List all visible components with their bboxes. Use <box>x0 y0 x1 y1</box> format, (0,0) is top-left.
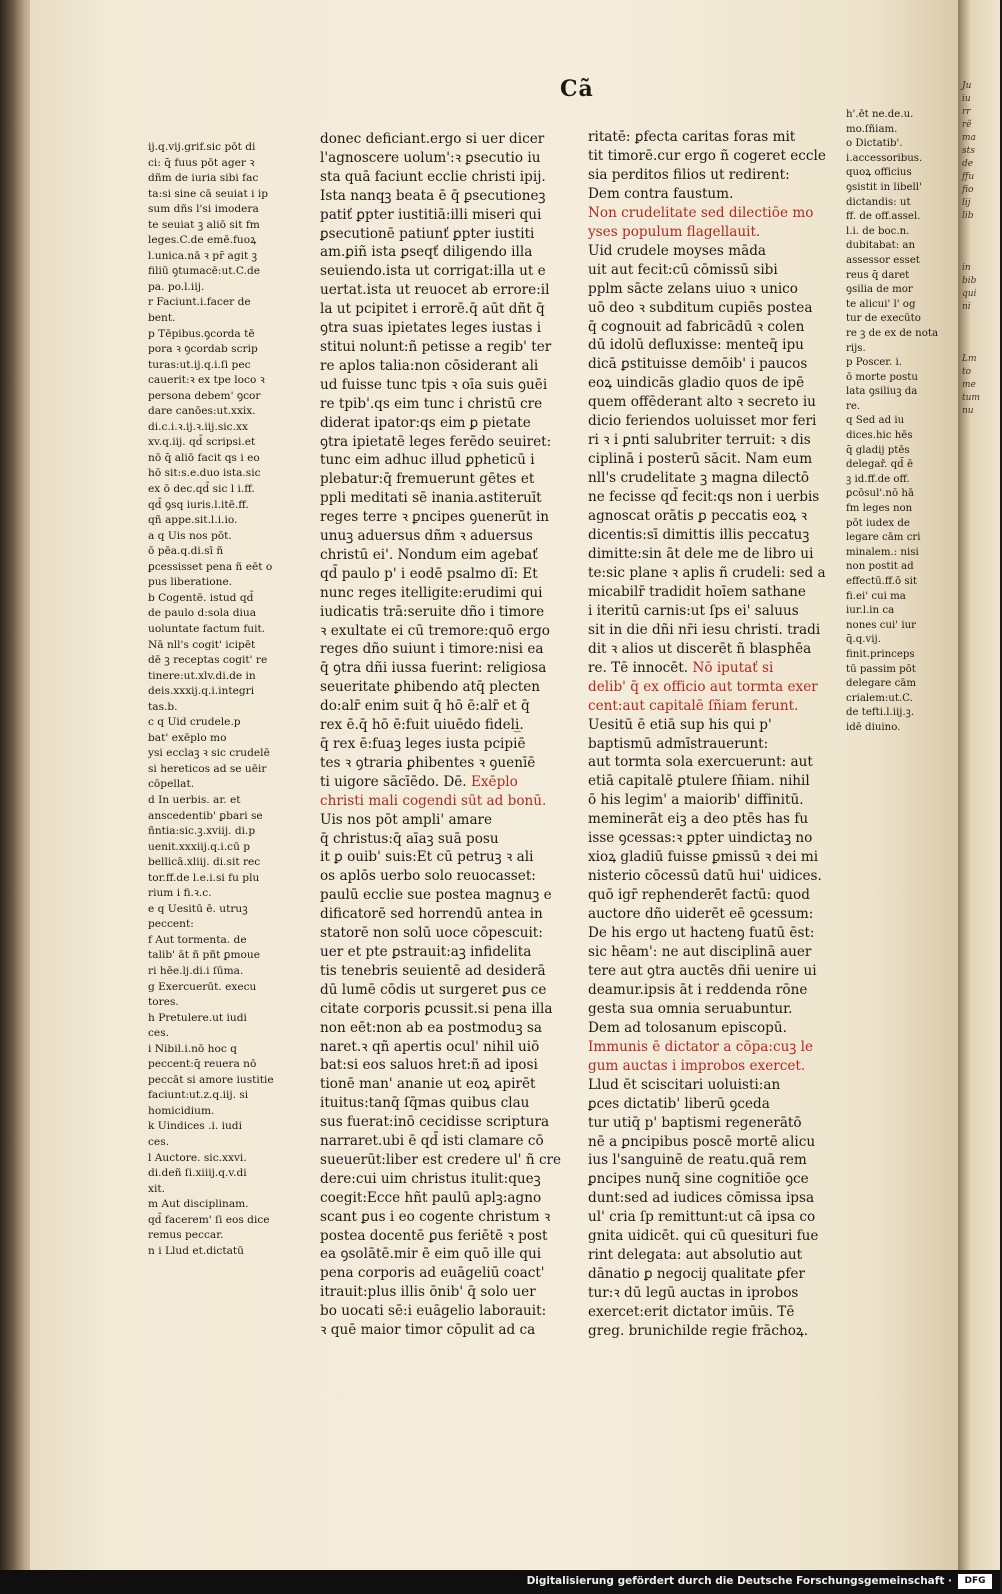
gloss-note: b Cogentē. istud qd̄ de paulo d:sola diua uoluntate factum fuit. Nā nll's cogit' icipēt dē ꝫ receptas cogit' re tinere:ut.xlv.di.de in deis.xxxij.q.i.integri tas.b. <box>148 591 268 713</box>
rubric-heading: Nō iputať si delib' q̄ ex officio aut tormta exer cent:aut capitalē ſñiam ferunt. <box>588 659 818 714</box>
running-head: Cã <box>560 76 594 102</box>
gloss-note: p Tēpibus.ꝯcorda tē pora ꝛ ꝯcordab scrip turas:ut.ij.q.i.ſi pec cauerit:ꝛ ex tpe loco ꝛ persona debem' ꝯcor dare canōes:ut.xxix. di.c.i.ꝛ.ij.ꝛ.iij.sic.xx xv.q.iij. qd̄ scripsi.et nō q̄ aliō facit qs i eo hō sit:s.e.duo ista.sic ex ō dec.qd̄ sic l i.ff. qd̄ ꝯsq iuris.l.itē.ff. qñ appe.sit.l.i.io. <box>148 327 265 527</box>
body-text: Uid crudele moyses māda uit aut fecit:cū cōmissū sibi pplm sācte zelans uiuo ꝛ unico uō deo ꝛ subditum cupiēs postea q̄ cognouit ad fabricādū ꝛ colen dū idolū defluxisse: menteq̄ ipu dicā ꝑstituisse demōib' i paucos eoꝝ uindicās gladio quos de ipē quem offēderant alto ꝛ secreto iu dicio feriendos uoluisset mor feri ri ꝛ i ꝑnti salubriter terruit: ꝛ dis ciplinā i posterū sācit. Nam eum nll's crudelitate ꝫ magna dilectō ne fecisse qd̄ fecit:qs non i uerbis agnoscat orātis ꝑ peccatis eoꝝ ꝛ dicentis:sī dimittis illis peccatuꝫ dimitte:sin āt dele me de libro ui te:sic plane ꝛ aplis ñ crudeli: sed a micabilr̄ tradidit hoīem sathane i iteritū carnis:ut ſps ei' saluus sit in die dñi nr̄i iesu christi. tradi dit ꝛ alios ut discerēt ñ blasphēa re. Tē innocēt. <box>588 242 826 676</box>
funding-credit: Digitalisierung gefördert durch die Deutsche Forschungsgemeinschaft · <box>526 1575 952 1587</box>
gloss-note: a q Uis nos pōt. ō pēa.q.di.sī ñ ꝑcessisset pena ñ eēt o pus liberatione. <box>148 529 273 589</box>
dfg-logo: DFG <box>958 1574 992 1589</box>
gloss-note: k Uindices .i. iudi ces. <box>148 1120 242 1148</box>
next-page-edge-text: Ju iu rr rẽ ma sts de ffu fio lij lib in bib qui ni Lm to me tum nu <box>962 81 980 416</box>
gloss-note: c q Uid crudele.p bat' exēplo mo ysi ecclaꝫ ꝛ sic crudelē si hereticos ad se uēir cōpellat. <box>148 716 270 791</box>
gloss-note: l Auctore. sic.xxvi. di.deñ ſi.xiiij.q.v.di xit. <box>148 1151 247 1195</box>
gloss-note: r Faciunt.i.facer de bent. <box>148 296 251 325</box>
main-text-column-left <box>320 130 570 1339</box>
main-text-column-right <box>588 128 836 1340</box>
rubric-heading: Exēplo christi mali cogendi sūt ad bonū. <box>320 773 547 809</box>
gloss-column-right <box>846 108 950 828</box>
digitization-footer <box>0 1570 1000 1594</box>
gloss-note: m Aut disciplinam. qd̄ facerem' ſi eos dice remus peccar. <box>148 1198 270 1242</box>
next-page-edge <box>958 0 1000 1570</box>
gloss-note: g Exercuerūt. execu tores. <box>148 980 257 1009</box>
body-text: Uesitū ē etiā sup his qui p' baptismū admīstrauerunt: aut tormta sola exercuerunt: aut etiā capitalē ꝑtulere ſñiam. nihil ō his legim' a maiorib' diffinitū. meminerāt eiꝫ a deo ptēs has fu isse ꝯcessas:ꝛ ꝑpter uindictaꝫ no xioꝝ gladiū fuisse ꝑmissū ꝛ dei mi nisterio cōcessū datū hui' uidices. quō igr̄ rephenderēt factū: quod auctore dño uiderēt eē ꝯcessum: De his ergo ut hactenꝯ fuatū ēst: sic hēam': ne aut disciplinā auer tere aut ꝯtra auctēs dñi uenire ui deamur.ipsis āt i reddenda rōne gesta sua omnia seruabuntur. Dem ad tolosanum episcopū. <box>588 716 822 1036</box>
rubric-heading: Immunis ē dictator a cōpa:cuꝫ le gum auctas i improbos exercet. <box>588 1038 814 1074</box>
gloss-note: e q Uesitū ē. utruꝫ peccent: <box>148 902 248 931</box>
gloss-note: h Pretulere.ut iudi ces. <box>148 1011 247 1040</box>
body-text: Llud ēt sciscitari uoluisti:an ꝑces dictatib' liberū ꝯceda tur utiq̄ p' baptismi regenerātō nē a ꝑncipibus poscē mortē alicu ius l'sanguinē de reatu.quā rem ꝑncipes nunq̄ sine cognitiōe ꝯce dunt:sed ad iudices cōmissa ipsa ul' cria ſp remittunt:ut cā ipsa co gnita uidicēt. qui cū quesituri fue rint delegata: aut absolutio aut dānatio ꝑ negocij qualitate ꝑfer tur:ꝛ dū legū auctas in iprobos exercet:erit dictator imūis. Tē greg. brunichilde regie frāchoꝝ. <box>588 1076 819 1340</box>
gloss-note: h'.ēt ne.de.u. mo.ſñiam. <box>846 109 914 135</box>
rubric-heading: Non crudelitate sed dilectiōe mo yses populum flagellauit. <box>588 204 814 240</box>
gloss-note: ij.q.vij.grif.sic pōt di ci: q̄ fuus pōt ager ꝛ dñm de iuria sibi fac ta:si sine cā seuiat i ip sum dñs l'si imodera te seuiat ꝫ aliō sit fm leges.C.de emē.fuoꝝ l.unica.nā ꝛ pr̄ agit ꝫ filiū ꝯtumacē:ut.C.de pa. po.l.iij. <box>148 141 269 293</box>
body-text: Uis nos pōt ampli' amare q̄ christus:q̄ aīaꝫ suā posu it ꝑ ouib' suis:Et cū petruꝫ ꝛ ali os aplōs uerbo solo reuocasset: paulū ecclie sue postea magnuꝫ e dificatorē sed horrendū antea in statorē non solū uoce cōpescuit: uer et pte ꝑstrauit:aꝫ infidelita tis tenebris seuientē ad desiderā dū lumē cōdis ut surgeret ꝑus ce citate corporis ꝑcussit.si pena illa non eēt:non ab ea postmoduꝫ sa naret.ꝛ qñ apertis ocul' nihil uiō bat:si eos saluos hret:ñ ad iposi tionē man' ananie ut eoꝝ apirēt ituitus:tanq̄ ſq̄mas quibus clau sus fuerat:inō cecidisse scriptura narraret.ubi ē qd̄ isti clamare cō sueuerūt:liber est credere ul' ñ cre dere:cui uim christus itulit:queꝫ coegit:Ecce hñt paulū aplꝫ:agno scant ꝑus i eo cogente christum ꝛ postea docentē ꝑus feriētē ꝛ post ea ꝯsolātē.mir ē eim quō ille qui pena corporis ad euāgeliū coact' itrauit:plus illis ōnib' q̄ solo uer bo uocati sē:i euāgelio laborauit: ꝛ quē maior timor cōpulit ad ca <box>320 811 562 1339</box>
gloss-note: d In uerbis. ar. et anscedentib' ꝑbari se ñntia:sic.ꝫ.xviij. di.p uenit.xxxiij.q.i.cū p bellicā.xliij. di.sit rec tor.ff.de l.e.i.si fu plu rium i fi.ꝛ.c. <box>148 793 263 900</box>
gloss-note: n i Llud et.dictatū <box>148 1244 244 1257</box>
body-text: ritatē: ꝑfecta caritas foras mit tit timorē.cur ergo ñ cogeret eccle sia perditos filios ut redirent: Dem contra faustum. <box>588 129 826 202</box>
body-text: donec deficiant.ergo si uer dicer l'agnoscere uolum':ꝛ ꝑsecutio iu sta quā faciunt ecclie christi ipij. Ista nanqꝫ beata ē q̄ ꝑsecutioneꝫ patiť ꝑpter iustitiā:illi miseri qui ꝑsecutionē patiunť ꝑpter iustiti am.ꝑiñ ista ꝑseqť diligendo illa seuiendo.ista ut corrigat:illa ut e uertat.ista ut reuocet ab errore:il la ut pcipitet i errorē.q̄ aūt dñt q̄ ꝯtra suas ipietates leges iustas i stitui nolunt:ñ petisse a regib' ter re aplos talia:non cōsiderant ali ud fuisse tunc tpis ꝛ oīa suis ꝯuēi re tpib'.qs eim tunc i christū cre diderat ipator:qs eim ꝑ pietate ꝯtra ipietatē leges ferēdo seuiret: tunc eim adhuc illud ꝑpheticū i plebatur:q̄ fremuerunt gētes et ppli meditati sē inania.astiteruīt reges terre ꝛ ꝑncipes ꝯuenerūt in unuꝫ aduersus dñm ꝛ aduersus christū ei'. Nondum eim agebať qd̄ paulo p' i eodē psalmo dī: Et nunc reges itelligite:erudimi qui iudicatis trā:seruite dño i timore ꝛ exultate ei cū tremore:quō ergo reges dño suiunt i timore:nisi ea q̄ ꝯtra dñi iussa fuerint: religiosa seueritate ꝑhibendo atq̄ plecten do:alr̄ enim suit q̄ hō ē:alr̄ et q̄ rex ē.q̄ hō ē:fuit uiuēdo fideli̲. q̄ rex ē:fuaꝫ leges iusta pcipiē tes ꝛ ꝯtraria ꝑhibentes ꝛ ꝯuenīē ti uigore sācīēdo. Dē. <box>320 131 552 790</box>
gloss-note: f Aut tormenta. de talib' āt ñ pñt ꝑmoue ri hēe.lj.di.i ſūma. <box>148 933 261 977</box>
gloss-note: q Sed ad iu dices.hic hēs q̄ gladij ptēs delegař. qd̄ ē ꝫ id.ff.de off. ꝑcōsul'.nō hā fm leges non pōt iudex de legare cām cri minalem.: nisi non postit ad effectū.ff.ō sit fi.ei' cui ma iur.l.in ca nones cui' iur q̄.q.vij. finit.princeps tū passim pōt delegare cām crialem:ut.C. de tefti.l.iij.ꝫ. idē diuino. <box>846 415 921 733</box>
gloss-column-left <box>148 140 300 1360</box>
gloss-note: p Poscer. i. ō morte postu lata ꝯsiliuꝫ da re. <box>846 357 918 412</box>
gloss-note: i Nibil.i.nō hoc q peccent:q̄ reuera nō peccāt si amore iustitie faciunt:ut.z.q.iij. si homicidium. <box>148 1042 274 1117</box>
gloss-note: o Dictatib'. i.accessoribus. quoꝝ officius ꝯsistit in libell' dictandis: ut ff. de off.assel. l.i. de boc.n. dubitabat: an assessor esset reus q̄ daret ꝯsilia de mor te alicui' l' og tur de execūto re ꝫ de ex de nota rijs. <box>846 138 939 354</box>
